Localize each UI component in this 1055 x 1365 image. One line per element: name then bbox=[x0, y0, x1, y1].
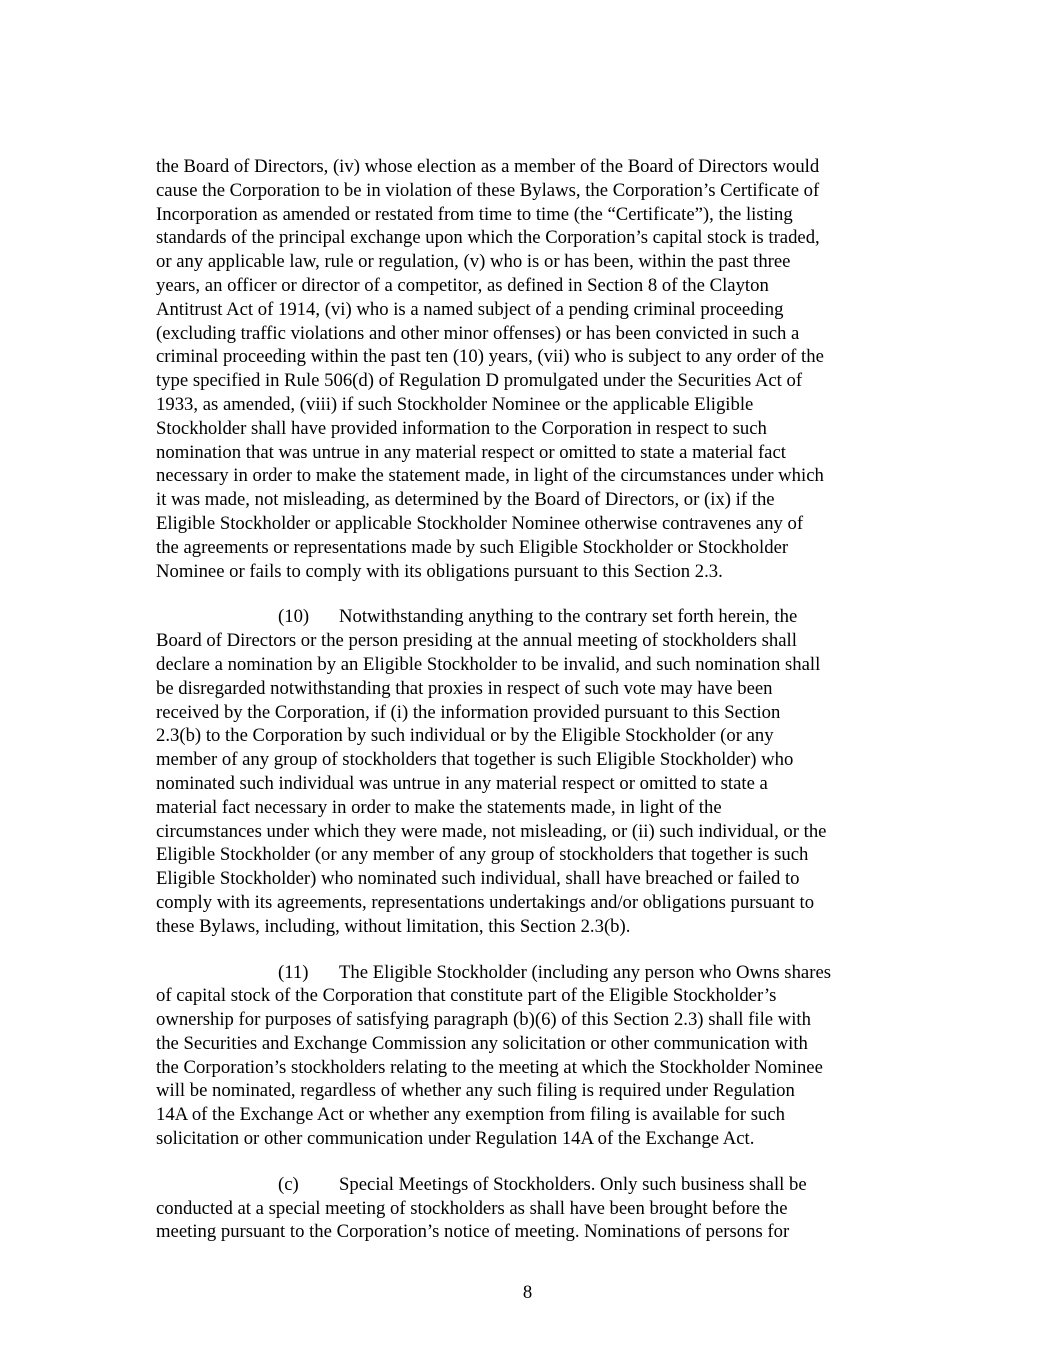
text-line-content: The Eligible Stockholder (including any person who Owns shares bbox=[339, 961, 832, 983]
text-line-content: Notwithstanding anything to the contrary set forth herein, the bbox=[339, 606, 798, 628]
paragraph-11 bbox=[156, 961, 901, 1151]
text-line: Eligible Stockholder) who nominated such individual, shall have breached or failed to bbox=[156, 868, 800, 890]
text-line bbox=[156, 1173, 901, 1197]
text-line: years, an officer or director of a competitor, as defined in Section 8 of the Clayton bbox=[156, 274, 769, 296]
text-line: received by the Corporation, if (i) the information provided pursuant to this Section bbox=[156, 701, 781, 723]
text-line: the Corporation’s stockholders relating to the meeting at which the Stockholder Nominee bbox=[156, 1056, 823, 1078]
text-line: member of any group of stockholders that together is such Eligible Stockholder) who bbox=[156, 749, 794, 771]
text-line: Eligible Stockholder or applicable Stockholder Nominee otherwise contravenes any of bbox=[156, 512, 804, 534]
text-line: Stockholder shall have provided information to the Corporation in respect to such bbox=[156, 417, 767, 439]
text-line: material fact necessary in order to make the statements made, in light of the bbox=[156, 796, 722, 818]
text-line: Antitrust Act of 1914, (vi) who is a named subject of a pending criminal proceeding bbox=[156, 298, 784, 320]
text-line: be disregarded notwithstanding that proxies in respect of such vote may have been bbox=[156, 677, 773, 699]
text-line: of capital stock of the Corporation that constitute part of the Eligible Stockholder’s bbox=[156, 985, 777, 1007]
text-line-content: Special Meetings of Stockholders. Only such business shall be bbox=[339, 1173, 807, 1195]
text-line: Board of Directors or the person presiding at the annual meeting of stockholders shall bbox=[156, 630, 797, 652]
text-line: solicitation or other communication under Regulation 14A of the Exchange Act. bbox=[156, 1128, 755, 1150]
text-line: or any applicable law, rule or regulation, (v) who is or has been, within the past three bbox=[156, 251, 791, 273]
text-line bbox=[156, 605, 901, 629]
text-line: the Board of Directors, (iv) whose election as a member of the Board of Directors would bbox=[156, 156, 820, 177]
text-line: meeting pursuant to the Corporation’s notice of meeting. Nominations of persons for bbox=[156, 1221, 790, 1243]
text-line: cause the Corporation to be in violation of these Bylaws, the Corporation’s Certificate of bbox=[156, 179, 820, 201]
document-body bbox=[156, 155, 901, 1266]
text-line: comply with its agreements, representations undertakings and/or obligations pursuant to bbox=[156, 891, 815, 913]
paragraph-continuation bbox=[156, 155, 901, 583]
text-line: the agreements or representations made by such Eligible Stockholder or Stockholder bbox=[156, 536, 789, 558]
text-line: the Securities and Exchange Commission any solicitation or other communication with bbox=[156, 1032, 808, 1054]
text-line: conducted at a special meeting of stockholders as shall have been brought before the bbox=[156, 1197, 788, 1219]
text-line: (excluding traffic violations and other minor offenses) or has been convicted in such a bbox=[156, 322, 800, 344]
text-line: will be nominated, regardless of whether any such filing is required under Regulation bbox=[156, 1080, 795, 1102]
text-line bbox=[156, 961, 901, 985]
paragraph-c bbox=[156, 1173, 901, 1244]
text-line: ownership for purposes of satisfying paragraph (b)(6) of this Section 2.3) shall file with bbox=[156, 1009, 811, 1031]
text-line: necessary in order to make the statement made, in light of the circumstances under which bbox=[156, 465, 824, 487]
page-number: 8 bbox=[522, 1282, 533, 1303]
text-line: Eligible Stockholder (or any member of any group of stockholders that together is such bbox=[156, 844, 809, 866]
text-line: circumstances under which they were made, not misleading, or (ii) such individual, or the bbox=[156, 820, 827, 842]
text-line: 14A of the Exchange Act or whether any exemption from filing is available for such bbox=[156, 1104, 785, 1126]
text-line: these Bylaws, including, without limitation, this Section 2.3(b). bbox=[156, 915, 631, 937]
paragraph-marker: (c) bbox=[278, 1173, 299, 1195]
text-line: declare a nomination by an Eligible Stockholder to be invalid, and such nomination shall bbox=[156, 653, 821, 675]
paragraph-marker: (11) bbox=[278, 961, 309, 983]
text-line: it was made, not misleading, as determined by the Board of Directors, or (ix) if the bbox=[156, 489, 775, 511]
text-line: 2.3(b) to the Corporation by such individual or by the Eligible Stockholder (or any bbox=[156, 725, 774, 747]
text-line: nominated such individual was untrue in any material respect or omitted to state a bbox=[156, 772, 768, 794]
text-line: 1933, as amended, (viii) if such Stockholder Nominee or the applicable Eligible bbox=[156, 393, 754, 415]
text-line: Incorporation as amended or restated from time to time (the “Certificate”), the listing bbox=[156, 203, 793, 225]
text-line: nomination that was untrue in any material respect or omitted to state a material fact bbox=[156, 441, 786, 463]
paragraph-10 bbox=[156, 605, 901, 938]
paragraph-marker: (10) bbox=[278, 606, 310, 628]
text-line: Nominee or fails to comply with its obligations pursuant to this Section 2.3. bbox=[156, 560, 723, 582]
text-line: criminal proceeding within the past ten (10) years, (vii) who is subject to any order of the bbox=[156, 346, 824, 368]
text-line: type specified in Rule 506(d) of Regulation D promulgated under the Securities Act of bbox=[156, 370, 803, 392]
text-line: standards of the principal exchange upon which the Corporation’s capital stock is traded, bbox=[156, 227, 820, 249]
